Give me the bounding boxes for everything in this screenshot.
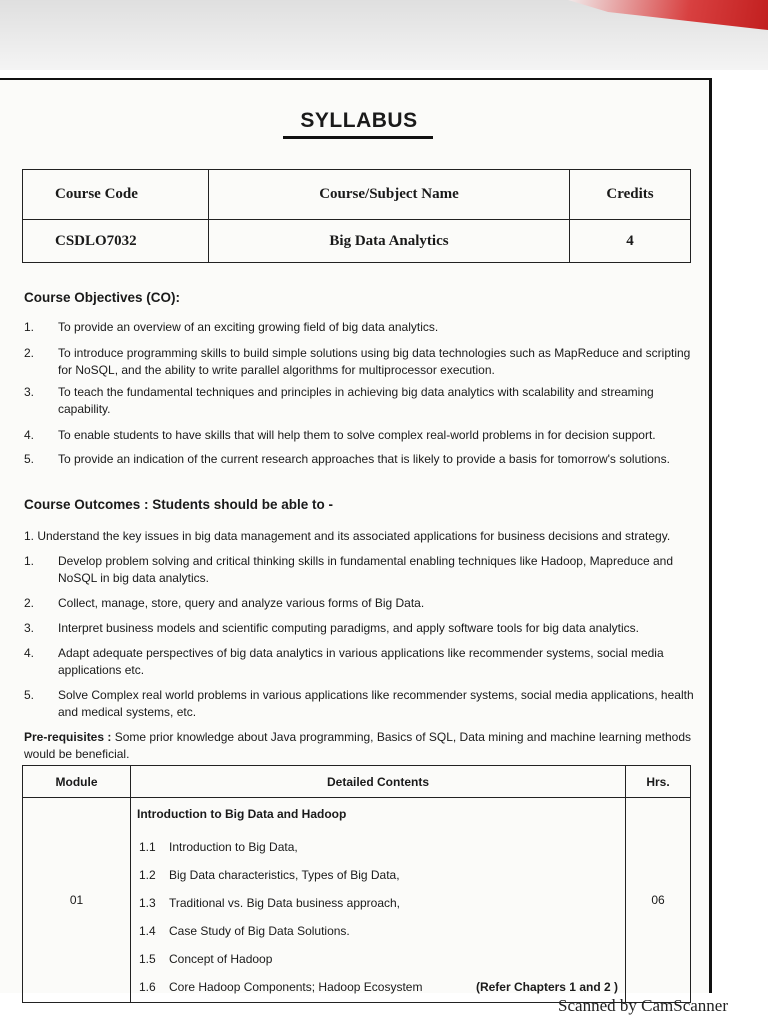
module-contents-cell: [131, 798, 626, 1003]
item-text: To introduce programming skills to build simple solutions using big data technologies such as MapReduce and scripting for NoSQL, and the ability to write parallel algorithms for multiprocessor execution.: [58, 346, 691, 377]
list-item: [24, 553, 704, 587]
topic-number: 1.2: [139, 868, 156, 882]
table-row: [137, 917, 624, 945]
course-code-value: CSDLO7032: [23, 220, 209, 263]
list-item: [24, 645, 704, 679]
course-table-header: [23, 170, 691, 220]
outcomes-list: [24, 553, 704, 721]
course-table-row: [23, 220, 691, 263]
list-item: [24, 451, 704, 468]
item-number: 3.: [24, 621, 35, 635]
item-text: Interpret business models and scientific computing paradigms, and apply software tools for big data analytics.: [58, 621, 639, 635]
chapter-reference: (Refer Chapters 1 and 2 ): [475, 980, 618, 994]
prerequisites-label: Pre-requisites :: [24, 730, 112, 744]
item-text: To provide an overview of an exciting growing field of big data analytics.: [58, 320, 439, 334]
list-item: [24, 319, 704, 336]
header-detailed-contents: Detailed Contents: [131, 766, 626, 798]
table-row: [137, 973, 624, 1001]
topic-text: Introduction to Big Data,: [169, 840, 298, 854]
module-table: [22, 765, 691, 1003]
item-number: 1.: [24, 554, 35, 568]
item-text: Solve Complex real world problems in various applications like recommender systems, social media applications, health and medical systems, etc.: [58, 688, 694, 719]
item-text: Collect, manage, store, query and analyze various forms of Big Data.: [58, 596, 425, 610]
list-item: [24, 687, 704, 721]
topic-number: 1.4: [139, 924, 156, 938]
topic-text: Concept of Hadoop: [169, 952, 273, 966]
header-hours: Hrs.: [626, 766, 691, 798]
module-row: [23, 798, 691, 1003]
title-underline: [283, 136, 433, 139]
prerequisites-text: Some prior knowledge about Java programming, Basics of SQL, Data mining and machine learning methods would be beneficial.: [24, 730, 692, 761]
item-number: 3.: [24, 385, 35, 399]
topic-number: 1.3: [139, 896, 156, 910]
item-number: 2.: [24, 596, 35, 610]
item-text: Develop problem solving and critical thinking skills in fundamental enabling techniques like Hadoop, Mapreduce and NoSQL in big data analytics.: [58, 554, 674, 585]
list-item: [24, 427, 704, 444]
outcomes-heading: Course Outcomes : Students should be able to -: [24, 497, 334, 512]
item-number: 5.: [24, 688, 35, 702]
item-text: To enable students to have skills that will help them to solve complex real-world problems in for decision support.: [58, 428, 656, 442]
table-row: [137, 861, 624, 889]
item-number: 1.: [24, 320, 35, 334]
objectives-heading: Course Objectives (CO):: [24, 290, 181, 305]
module-heading: Introduction to Big Data and Hadoop: [137, 807, 347, 821]
module-number: 01: [23, 798, 131, 1003]
topic-number: 1.5: [139, 952, 156, 966]
topic-text: Traditional vs. Big Data business approach,: [169, 896, 401, 910]
page-title: SYLLABUS: [300, 109, 418, 132]
item-text: Adapt adequate perspectives of big data analytics in various applications like recommender systems, social media applications etc.: [58, 646, 664, 677]
header-module: Module: [23, 766, 131, 798]
header-course-code: Course Code: [23, 170, 209, 220]
item-number: 5.: [24, 452, 35, 466]
header-subject-name: Course/Subject Name: [209, 170, 570, 220]
topic-text: Core Hadoop Components; Hadoop Ecosystem: [169, 980, 423, 994]
list-item: [24, 620, 704, 637]
list-item: [24, 345, 704, 379]
topic-text: Big Data characteristics, Types of Big Data,: [169, 868, 400, 882]
credits-value: 4: [570, 220, 691, 263]
item-text: To teach the fundamental techniques and principles in achieving big data analytics with scalability and streaming capability.: [58, 385, 654, 416]
subject-name-value: Big Data Analytics: [209, 220, 570, 263]
outcomes-intro: 1. Understand the key issues in big data management and its associated applications for business decisions and strategy.: [24, 529, 671, 543]
topic-number: 1.6: [139, 980, 156, 994]
list-item: [24, 384, 704, 418]
table-row: [137, 889, 624, 917]
header-credits: Credits: [570, 170, 691, 220]
list-item: [24, 595, 704, 612]
module-hours: 06: [626, 798, 691, 1003]
topic-number: 1.1: [139, 840, 156, 854]
item-number: 2.: [24, 346, 35, 360]
topic-text: Case Study of Big Data Solutions.: [169, 924, 350, 938]
item-text: To provide an indication of the current research approaches that is likely to provide a basis for tomorrow's solutions.: [58, 452, 670, 466]
table-row: [137, 945, 624, 973]
item-number: 4.: [24, 646, 35, 660]
scanner-watermark: Scanned by CamScanner: [558, 996, 728, 1015]
item-number: 4.: [24, 428, 35, 442]
table-row: [137, 833, 624, 861]
prerequisites: [24, 729, 714, 763]
course-table: [22, 169, 691, 263]
module-table-header: [23, 766, 691, 798]
objectives-list: [24, 319, 704, 468]
